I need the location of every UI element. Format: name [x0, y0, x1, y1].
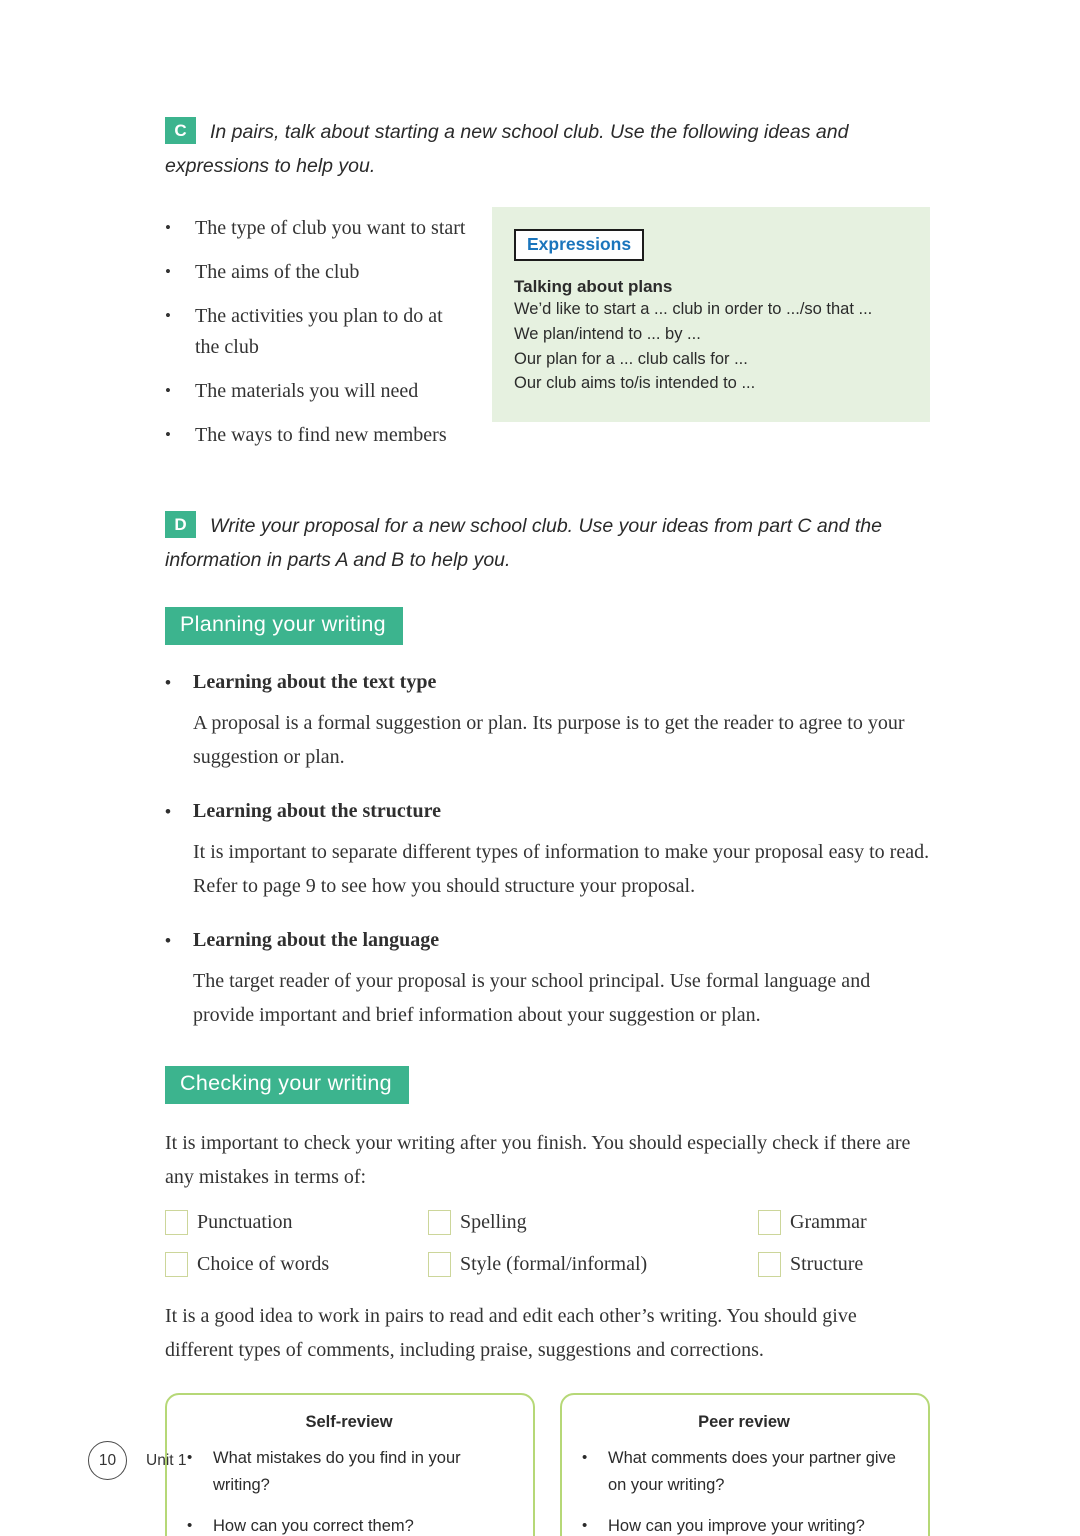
checkbox-choice-of-words[interactable] — [165, 1252, 188, 1277]
bullet-icon: • — [165, 425, 171, 445]
checklist-item-punctuation — [165, 1210, 428, 1235]
checking-intro: It is important to check your writing after you finish. You should especially check if there are any mistakes in terms of: — [165, 1132, 911, 1189]
bullet-icon: • — [165, 262, 171, 282]
planning-item — [165, 929, 930, 1032]
checkbox-label: Grammar — [790, 1211, 867, 1234]
checkbox-style[interactable] — [428, 1252, 451, 1277]
expression-line: We plan/intend to ... by ... — [514, 324, 701, 343]
list-item — [165, 257, 492, 288]
page-number-badge: 10 — [88, 1441, 127, 1480]
expressions-panel — [492, 207, 930, 422]
checking-banner: Checking your writing — [165, 1066, 409, 1104]
bullet-icon: • — [187, 1516, 193, 1534]
section-c-instruction — [165, 116, 930, 183]
checkbox-label: Structure — [790, 1253, 864, 1276]
checkbox-label: Style (formal/informal) — [460, 1253, 648, 1276]
section-d-label: D — [165, 511, 196, 538]
planning-body: The target reader of your proposal is your school principal. Use formal language and provide important and brief information about your suggestion or plan. — [193, 970, 871, 1027]
checkbox-spelling[interactable] — [428, 1210, 451, 1235]
review-bullet — [582, 1445, 906, 1499]
checklist-item-spelling — [428, 1210, 758, 1235]
bullet-icon: • — [165, 673, 171, 693]
bullet-icon: • — [165, 381, 171, 401]
section-c-label: C — [165, 117, 196, 144]
planning-item — [165, 671, 930, 774]
bullet-icon: • — [165, 218, 171, 238]
list-item — [165, 376, 492, 407]
planning-heading-row — [165, 929, 930, 952]
list-item — [165, 213, 492, 244]
review-bullet-text: How can you correct them? — [213, 1516, 414, 1535]
planning-heading: Learning about the language — [193, 929, 440, 952]
planning-heading-row — [165, 671, 930, 694]
checkbox-label: Spelling — [460, 1211, 527, 1234]
planning-body: A proposal is a formal suggestion or plan. Its purpose is to get the reader to agree to your suggestion or plan. — [193, 712, 905, 769]
idea-text: The materials you will need — [195, 380, 419, 403]
self-review-box — [165, 1393, 535, 1536]
checklist-item-grammar — [758, 1210, 930, 1235]
bullet-icon: • — [187, 1449, 193, 1467]
planning-item — [165, 800, 930, 903]
planning-heading: Learning about the structure — [193, 800, 441, 823]
idea-text: The activities you plan to do at the club — [195, 305, 443, 359]
review-box-title: Peer review — [698, 1413, 790, 1432]
checklist-item-choice-of-words — [165, 1252, 428, 1277]
pairs-note: It is a good idea to work in pairs to read and edit each other’s writing. You should give different types of comments, including praise, suggestions and corrections. — [165, 1305, 857, 1362]
planning-heading: Learning about the text type — [193, 671, 437, 694]
planning-heading-row — [165, 800, 930, 823]
checkbox-grammar[interactable] — [758, 1210, 781, 1235]
section-d-instruction — [165, 510, 930, 577]
section-c-instruction-text: In pairs, talk about starting a new school club. Use the following ideas and expressions to help you. — [165, 121, 849, 177]
page-footer — [88, 1441, 187, 1480]
review-bullet — [582, 1513, 906, 1536]
list-item — [165, 301, 492, 363]
review-bullet — [187, 1513, 511, 1536]
peer-review-box — [560, 1393, 930, 1536]
checklist — [165, 1210, 930, 1277]
idea-text: The ways to find new members — [195, 424, 447, 447]
review-box-title: Self-review — [305, 1413, 393, 1432]
planning-banner: Planning your writing — [165, 607, 403, 645]
planning-body: It is important to separate different types of information to make your proposal easy to read. Refer to page 9 to see how you should structure your proposal. — [193, 841, 930, 898]
expressions-title-badge: Expressions — [514, 229, 644, 261]
checklist-item-structure — [758, 1252, 930, 1277]
section-d-instruction-text: Write your proposal for a new school club. Use your ideas from part C and the information in parts A and B to help you. — [165, 515, 882, 571]
review-bullet-text: How can you improve your writing? — [608, 1516, 865, 1535]
bullet-icon: • — [582, 1449, 588, 1467]
idea-text: The aims of the club — [195, 261, 360, 284]
checkbox-label: Choice of words — [197, 1253, 330, 1276]
list-item — [165, 420, 492, 451]
expression-line: Our plan for a ... club calls for ... — [514, 349, 748, 368]
checkbox-label: Punctuation — [197, 1211, 293, 1234]
checkbox-punctuation[interactable] — [165, 1210, 188, 1235]
bullet-icon: • — [165, 802, 171, 822]
idea-text: The type of club you want to start — [195, 217, 466, 240]
bullet-icon: • — [165, 931, 171, 951]
expressions-heading: Talking about plans — [514, 277, 673, 297]
idea-list — [165, 207, 492, 464]
review-bullet-text: What comments does your partner give on your writing? — [608, 1449, 896, 1495]
review-boxes — [165, 1393, 930, 1536]
bullet-icon: • — [165, 306, 171, 326]
review-bullet-text: What mistakes do you find in your writing? — [213, 1449, 461, 1495]
expression-line: We’d like to start a ... club in order to .../so that ... — [514, 300, 873, 319]
checkbox-structure[interactable] — [758, 1252, 781, 1277]
unit-label: Unit 1 — [146, 1451, 187, 1469]
checklist-item-style — [428, 1252, 758, 1277]
bullet-icon: • — [582, 1516, 588, 1534]
review-bullet — [187, 1445, 511, 1499]
expression-line: Our club aims to/is intended to ... — [514, 374, 756, 393]
section-c-body — [165, 207, 930, 464]
